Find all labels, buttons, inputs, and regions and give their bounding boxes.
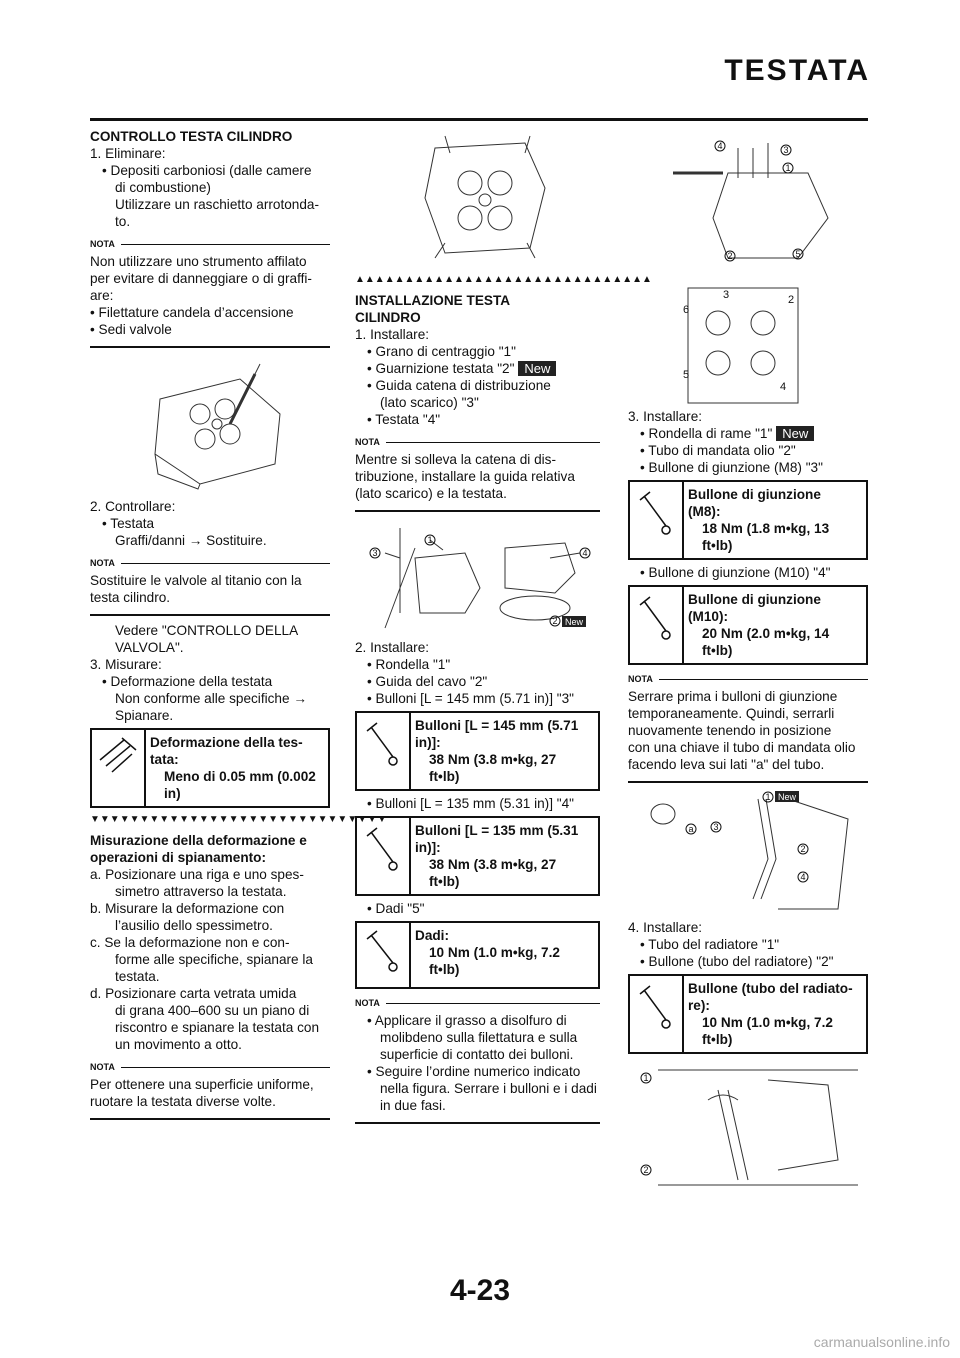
- spec-value: ft•lb): [429, 962, 460, 977]
- svg-text:New: New: [778, 792, 797, 802]
- svg-text:5: 5: [795, 249, 801, 259]
- bullet-text: • Rondella "1": [367, 657, 451, 672]
- nota-text: Per ottenere una superficie uniforme,: [90, 1077, 314, 1092]
- reference-text: VALVOLA".: [115, 640, 184, 655]
- step-text: 4. Installare:: [628, 920, 703, 935]
- nota-text: • Filettature candela d’accensione: [90, 305, 294, 320]
- spec-value: ft•lb): [429, 874, 460, 889]
- bullet-text: • Bulloni [L = 135 mm (5.31 in)] "4": [367, 796, 574, 811]
- bullet-label: • Rondella di rame "1": [640, 426, 773, 441]
- bullet-text: [628, 425, 868, 442]
- callout-1: 1: [427, 535, 433, 545]
- spec-title: Bulloni [L = 135 mm (5.31: [415, 823, 579, 838]
- spec-value: ft•lb): [702, 1032, 733, 1047]
- procedure-end-marker: ▲▲▲▲▲▲▲▲▲▲▲▲▲▲▲▲▲▲▲▲▲▲▲▲▲▲▲▲▲▲: [355, 274, 652, 285]
- nota-label: NOTA: [90, 1062, 115, 1072]
- procedure-heading: operazioni di spianamento:: [90, 850, 266, 865]
- svg-text:4: 4: [800, 872, 806, 882]
- nota-text: are:: [90, 288, 114, 303]
- spec-value: 10 Nm (1.0 m•kg, 7.2: [702, 1015, 833, 1030]
- spec-title: Dadi:: [415, 928, 449, 943]
- procedure-step: l’ausilio dello spessimetro.: [115, 918, 273, 933]
- nota-end-rule: [90, 1118, 330, 1120]
- head-installation-figure: [355, 518, 600, 633]
- bullet-text: di combustione): [115, 180, 211, 195]
- reference-text: Vedere "CONTROLLO DELLA: [115, 623, 299, 638]
- svg-text:2: 2: [788, 294, 795, 306]
- bullet-text: • Bullone (tubo del radiatore) "2": [640, 954, 834, 969]
- bullet-text: • Tubo del radiatore "1": [640, 937, 780, 952]
- svg-text:2: 2: [727, 251, 733, 261]
- torque-wrench-icon: [630, 587, 684, 663]
- feeler-gauge-icon: [92, 730, 146, 806]
- nota-header: [90, 236, 330, 253]
- bullet-text: • Bullone di giunzione (M8) "3": [640, 460, 823, 475]
- svg-text:1: 1: [643, 1073, 649, 1083]
- step-text: 3. Misurare:: [90, 657, 162, 672]
- nota-header: [355, 995, 600, 1012]
- procedure-step: un movimento a otto.: [115, 1037, 242, 1052]
- nota-label: NOTA: [90, 239, 115, 249]
- spec-title: Bullone di giunzione: [688, 592, 821, 607]
- bullet-text: Spianare.: [115, 708, 174, 723]
- svg-text:3: 3: [783, 145, 789, 155]
- svg-text:1: 1: [785, 163, 791, 173]
- nota-header: [628, 671, 868, 688]
- spec-box: [355, 711, 600, 791]
- nota-end-rule: [355, 1122, 600, 1124]
- bullet-label: • Guarnizione testata "2": [367, 361, 515, 376]
- torque-wrench-icon: [630, 976, 684, 1052]
- spec-title: (M8):: [688, 504, 721, 519]
- step-text: 2. Installare:: [355, 640, 430, 655]
- nota-text: testa cilindro.: [90, 590, 171, 605]
- nota-end-rule: [628, 781, 868, 783]
- svg-text:a: a: [688, 824, 694, 834]
- step-text: 1. Eliminare:: [90, 146, 166, 161]
- nota-text: (lato scarico) e la testata.: [355, 486, 507, 501]
- svg-text:6: 6: [683, 304, 690, 316]
- svg-text:4: 4: [780, 381, 787, 393]
- radiator-pipe-figure: [628, 1060, 868, 1195]
- svg-text:1: 1: [765, 792, 771, 802]
- bullet-text: • Guida del cavo "2": [367, 674, 488, 689]
- section-heading: INSTALLAZIONE TESTA: [355, 293, 511, 308]
- procedure-step: a. Posizionare una riga e uno spes-: [90, 867, 304, 882]
- spec-value: 20 Nm (2.0 m•kg, 14: [702, 626, 830, 641]
- section-heading: CONTROLLO TESTA CILINDRO: [90, 129, 293, 144]
- nota-text: in due fasi.: [380, 1098, 446, 1113]
- page-title: TESTATA: [724, 54, 870, 87]
- nota-text: per evitare di danneggiare o di graffi-: [90, 271, 312, 286]
- svg-text:2: 2: [800, 844, 806, 854]
- nota-text: nuovamente tenendo in posizione: [628, 723, 832, 738]
- new-badge: New: [776, 426, 814, 441]
- nota-text: tribuzione, installare la guida relativa: [355, 469, 575, 484]
- nota-header: [90, 1059, 330, 1076]
- spec-title: Bullone (tubo del radiato-: [688, 981, 853, 996]
- new-badge-figure: New: [565, 617, 584, 627]
- footer-watermark: carmanualsonline.info: [813, 1334, 950, 1350]
- procedure-start-marker: ▼▼▼▼▼▼▼▼▼▼▼▼▼▼▼▼▼▼▼▼▼▼▼▼▼▼▼▼▼▼: [90, 814, 387, 825]
- nota-header: [90, 555, 330, 572]
- nota-end-rule: [90, 346, 330, 348]
- step-text: 2. Controllare:: [90, 499, 176, 514]
- spec-value: 38 Nm (3.8 m•kg, 27: [429, 857, 557, 872]
- spec-title: Bulloni [L = 145 mm (5.71: [415, 718, 579, 733]
- bullet-text: (lato scarico) "3": [380, 395, 479, 410]
- bullet-text: Non conforme alle specifiche →: [115, 691, 307, 706]
- nota-text: superficie di contatto dei bulloni.: [380, 1047, 574, 1062]
- spec-title: Bullone di giunzione: [688, 487, 821, 502]
- spec-value: in): [164, 786, 181, 801]
- svg-text:4: 4: [717, 141, 723, 151]
- spec-value: 38 Nm (3.8 m•kg, 27: [429, 752, 557, 767]
- spec-box: [628, 974, 868, 1054]
- bullet-text: • Deformazione della testata: [102, 674, 273, 689]
- column-2: [355, 128, 652, 1130]
- spec-title: tata:: [150, 752, 179, 767]
- spec-title: in)]:: [415, 840, 441, 855]
- spec-value: 10 Nm (1.0 m•kg, 7.2: [429, 945, 560, 960]
- nota-text: Sostituire le valvole al titanio con la: [90, 573, 302, 588]
- nota-label: NOTA: [90, 558, 115, 568]
- svg-text:3: 3: [723, 289, 730, 301]
- procedure-heading: Misurazione della deformazione e: [90, 833, 307, 848]
- nota-text: Serrare prima i bulloni di giunzione: [628, 689, 838, 704]
- new-badge: New: [518, 361, 556, 376]
- procedure-step: d. Posizionare carta vetrata umida: [90, 986, 297, 1001]
- nota-text: facendo leva sui lati "a" del tubo.: [628, 757, 825, 772]
- spec-box: [355, 816, 600, 896]
- procedure-step: di grana 400–600 su un piano di: [115, 1003, 310, 1018]
- bullet-text: [355, 360, 600, 377]
- bullet-text: • Depositi carboniosi (dalle camere: [102, 163, 312, 178]
- nota-text: nella figura. Serrare i bulloni e i dadi: [380, 1081, 597, 1096]
- nota-end-rule: [90, 614, 330, 616]
- bolt-sequence-figure: [628, 278, 868, 408]
- header-rule: [90, 118, 868, 121]
- nota-text: • Applicare il grasso a disolfuro di: [367, 1013, 567, 1028]
- nota-label: NOTA: [628, 674, 653, 684]
- procedure-step: c. Se la deformazione non e con-: [90, 935, 290, 950]
- svg-text:5: 5: [683, 369, 690, 381]
- column-3: [628, 128, 868, 1195]
- torque-wrench-icon: [630, 482, 684, 558]
- svg-text:3: 3: [713, 822, 719, 832]
- spec-title: in)]:: [415, 735, 441, 750]
- nota-text: ruotare la testata diverse volte.: [90, 1094, 276, 1109]
- procedure-step: simetro attraverso la testata.: [115, 884, 287, 899]
- bullet-text: • Guida catena di distribuzione: [367, 378, 551, 393]
- spec-value: ft•lb): [702, 643, 733, 658]
- callout-2: 2: [552, 616, 558, 626]
- spec-value: ft•lb): [429, 769, 460, 784]
- callout-4: 4: [582, 548, 588, 558]
- column-1: [90, 128, 387, 1126]
- oil-pipe-figure-top: [628, 128, 868, 278]
- nota-text: Non utilizzare uno strumento affilato: [90, 254, 307, 269]
- procedure-step: riscontro e spianare la testata con: [115, 1020, 320, 1035]
- bullet-text: • Bullone di giunzione (M10) "4": [640, 565, 831, 580]
- procedure-step: forme alle specifiche, spianare la: [115, 952, 313, 967]
- spec-value: Meno di 0.05 mm (0.002: [164, 769, 316, 784]
- nota-text: Mentre si solleva la catena di dis-: [355, 452, 556, 467]
- bullet-text: • Tubo di mandata olio "2": [640, 443, 796, 458]
- bullet-text: to.: [115, 214, 131, 229]
- nota-text: con una chiave il tubo di mandata olio: [628, 740, 856, 755]
- spec-box: [628, 585, 868, 665]
- cylinder-head-top-figure: [355, 128, 600, 268]
- bullet-text: • Testata "4": [367, 412, 441, 427]
- torque-wrench-icon: [357, 713, 411, 789]
- callout-3: 3: [372, 548, 378, 558]
- nota-text: temporaneamente. Quindi, serrarli: [628, 706, 835, 721]
- nota-end-rule: [355, 510, 600, 512]
- step-text: 3. Installare:: [628, 409, 703, 424]
- spec-box: [355, 921, 600, 989]
- bullet-text: Utilizzare un raschietto arrotonda-: [115, 197, 319, 212]
- nota-text: • Sedi valvole: [90, 322, 172, 337]
- spec-title: re):: [688, 998, 710, 1013]
- bullet-text: Graffi/danni → Sostituire.: [115, 533, 267, 548]
- procedure-step: b. Misurare la deformazione con: [90, 901, 285, 916]
- torque-wrench-icon: [357, 818, 411, 894]
- nota-label: NOTA: [355, 998, 380, 1008]
- nota-header: [355, 434, 600, 451]
- nota-text: • Seguire l’ordine numerico indicato: [367, 1064, 581, 1079]
- spec-title: Deformazione della tes-: [150, 735, 303, 750]
- page-number: 4-23: [449, 1274, 511, 1307]
- spec-value: ft•lb): [702, 538, 733, 553]
- cylinder-head-figure: [90, 354, 330, 494]
- bullet-text: • Grano di centraggio "1": [367, 344, 516, 359]
- nota-text: molibdeno sulla filettatura e sulla: [380, 1030, 578, 1045]
- bullet-text: • Dadi "5": [367, 901, 425, 916]
- svg-text:2: 2: [643, 1165, 649, 1175]
- bullet-text: • Testata: [102, 516, 155, 531]
- torque-wrench-icon: [357, 923, 411, 987]
- bullet-text: • Bulloni [L = 145 mm (5.71 in)] "3": [367, 691, 574, 706]
- spec-value: 18 Nm (1.8 m•kg, 13: [702, 521, 830, 536]
- procedure-step: testata.: [115, 969, 160, 984]
- nota-label: NOTA: [355, 437, 380, 447]
- spec-box: [90, 728, 330, 808]
- spec-box: [628, 480, 868, 560]
- step-text: 1. Installare:: [355, 327, 430, 342]
- section-heading: CILINDRO: [355, 310, 421, 325]
- spec-title: (M10):: [688, 609, 729, 624]
- oil-pipe-detail-figure: [628, 789, 868, 919]
